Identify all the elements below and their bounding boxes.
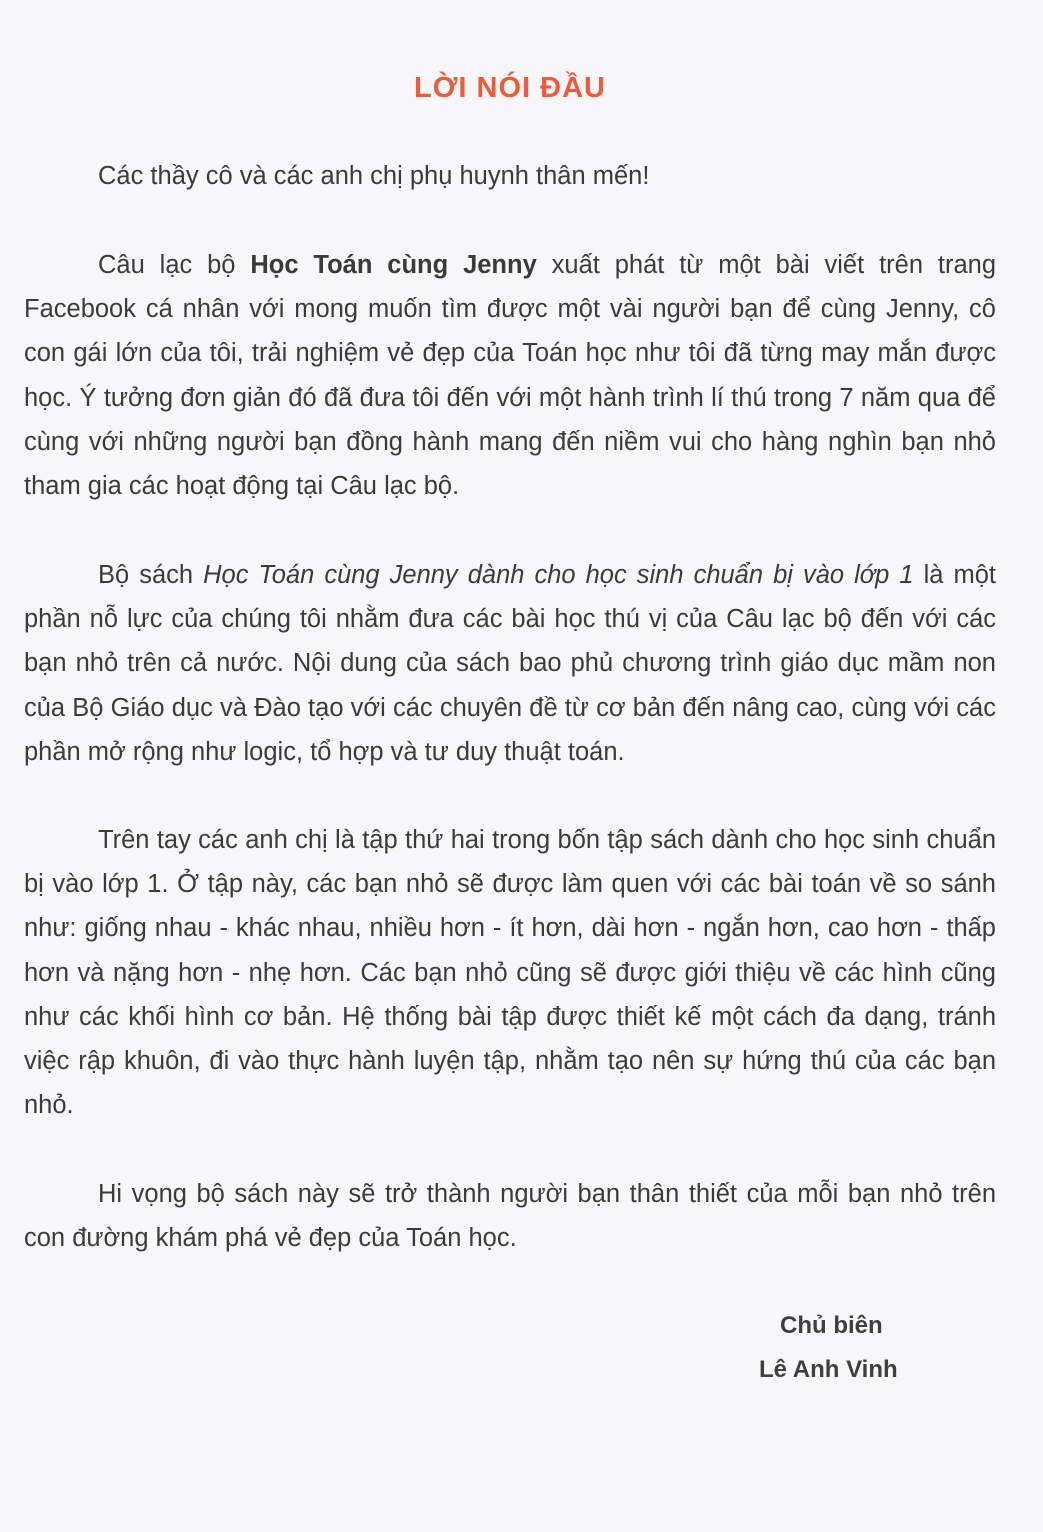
book-series-title: Học Toán cùng Jenny dành cho học sinh chuẩn bị vào lớp 1 [203, 561, 914, 589]
greeting [24, 154, 996, 198]
greeting-text: Các thầy cô và các anh chị phụ huynh thân mến! [98, 162, 650, 190]
paragraph-2 [24, 553, 996, 774]
page-title: LỜI NÓI ĐẦU [413, 72, 606, 104]
club-name: Học Toán cùng Jenny [250, 251, 537, 279]
paragraph-4 [24, 1172, 996, 1260]
paragraph-2-after: là một phần nỗ lực của chúng tôi nhằm đưa các bài học thú vị của Câu lạc bộ đến với các bạn nhỏ trên cả nước. Nội dung của sách bao phủ chương trình giáo dục mầm non của Bộ Giáo dục và Đào tạo với các chuyên đề từ cơ bản đến nâng cao, cùng với các phần mở rộng như logic, tổ hợp và tư duy thuật toán. [24, 561, 996, 766]
paragraph-1 [24, 243, 996, 508]
signature-name: Lê Anh Vinh [759, 1356, 898, 1383]
paragraph-1-before: Câu lạc bộ [98, 251, 251, 279]
signature-role: Chủ biên [780, 1312, 883, 1339]
paragraph-3-text: Trên tay các anh chị là tập thứ hai trong bốn tập sách dành cho học sinh chuẩn bị vào lớp 1. Ở tập này, các bạn nhỏ sẽ được làm quen với các bài toán về so sánh như: giống nhau - khác nhau, nhiều hơn - ít hơn, dài hơn - ngắn hơn, cao hơn - thấp hơn và nặng hơn - nhẹ hơn. Các bạn nhỏ cũng sẽ được giới thiệu về các hình cũng như các khối hình cơ bản. Hệ thống bài tập được thiết kế một cách đa dạng, tránh việc rập khuôn, đi vào thực hành luyện tập, nhằm tạo nên sự hứng thú của các bạn nhỏ. [24, 826, 996, 1120]
paragraph-3 [24, 818, 996, 1127]
paragraph-1-after: xuất phát từ một bài viết trên trang Facebook cá nhân với mong muốn tìm được một vài người bạn để cùng Jenny, cô con gái lớn của tôi, trải nghiệm vẻ đẹp của Toán học như tôi đã từng may mắn được học. Ý tưởng đơn giản đó đã đưa tôi đến với một hành trình lí thú trong 7 năm qua để cùng với những người bạn đồng hành mang đến niềm vui cho hàng nghìn bạn nhỏ tham gia các hoạt động tại Câu lạc bộ. [24, 251, 997, 501]
paragraph-4-text: Hi vọng bộ sách này sẽ trở thành người bạn thân thiết của mỗi bạn nhỏ trên con đường khám phá vẻ đẹp của Toán học. [24, 1180, 996, 1253]
paragraph-2-before: Bộ sách [98, 561, 204, 589]
